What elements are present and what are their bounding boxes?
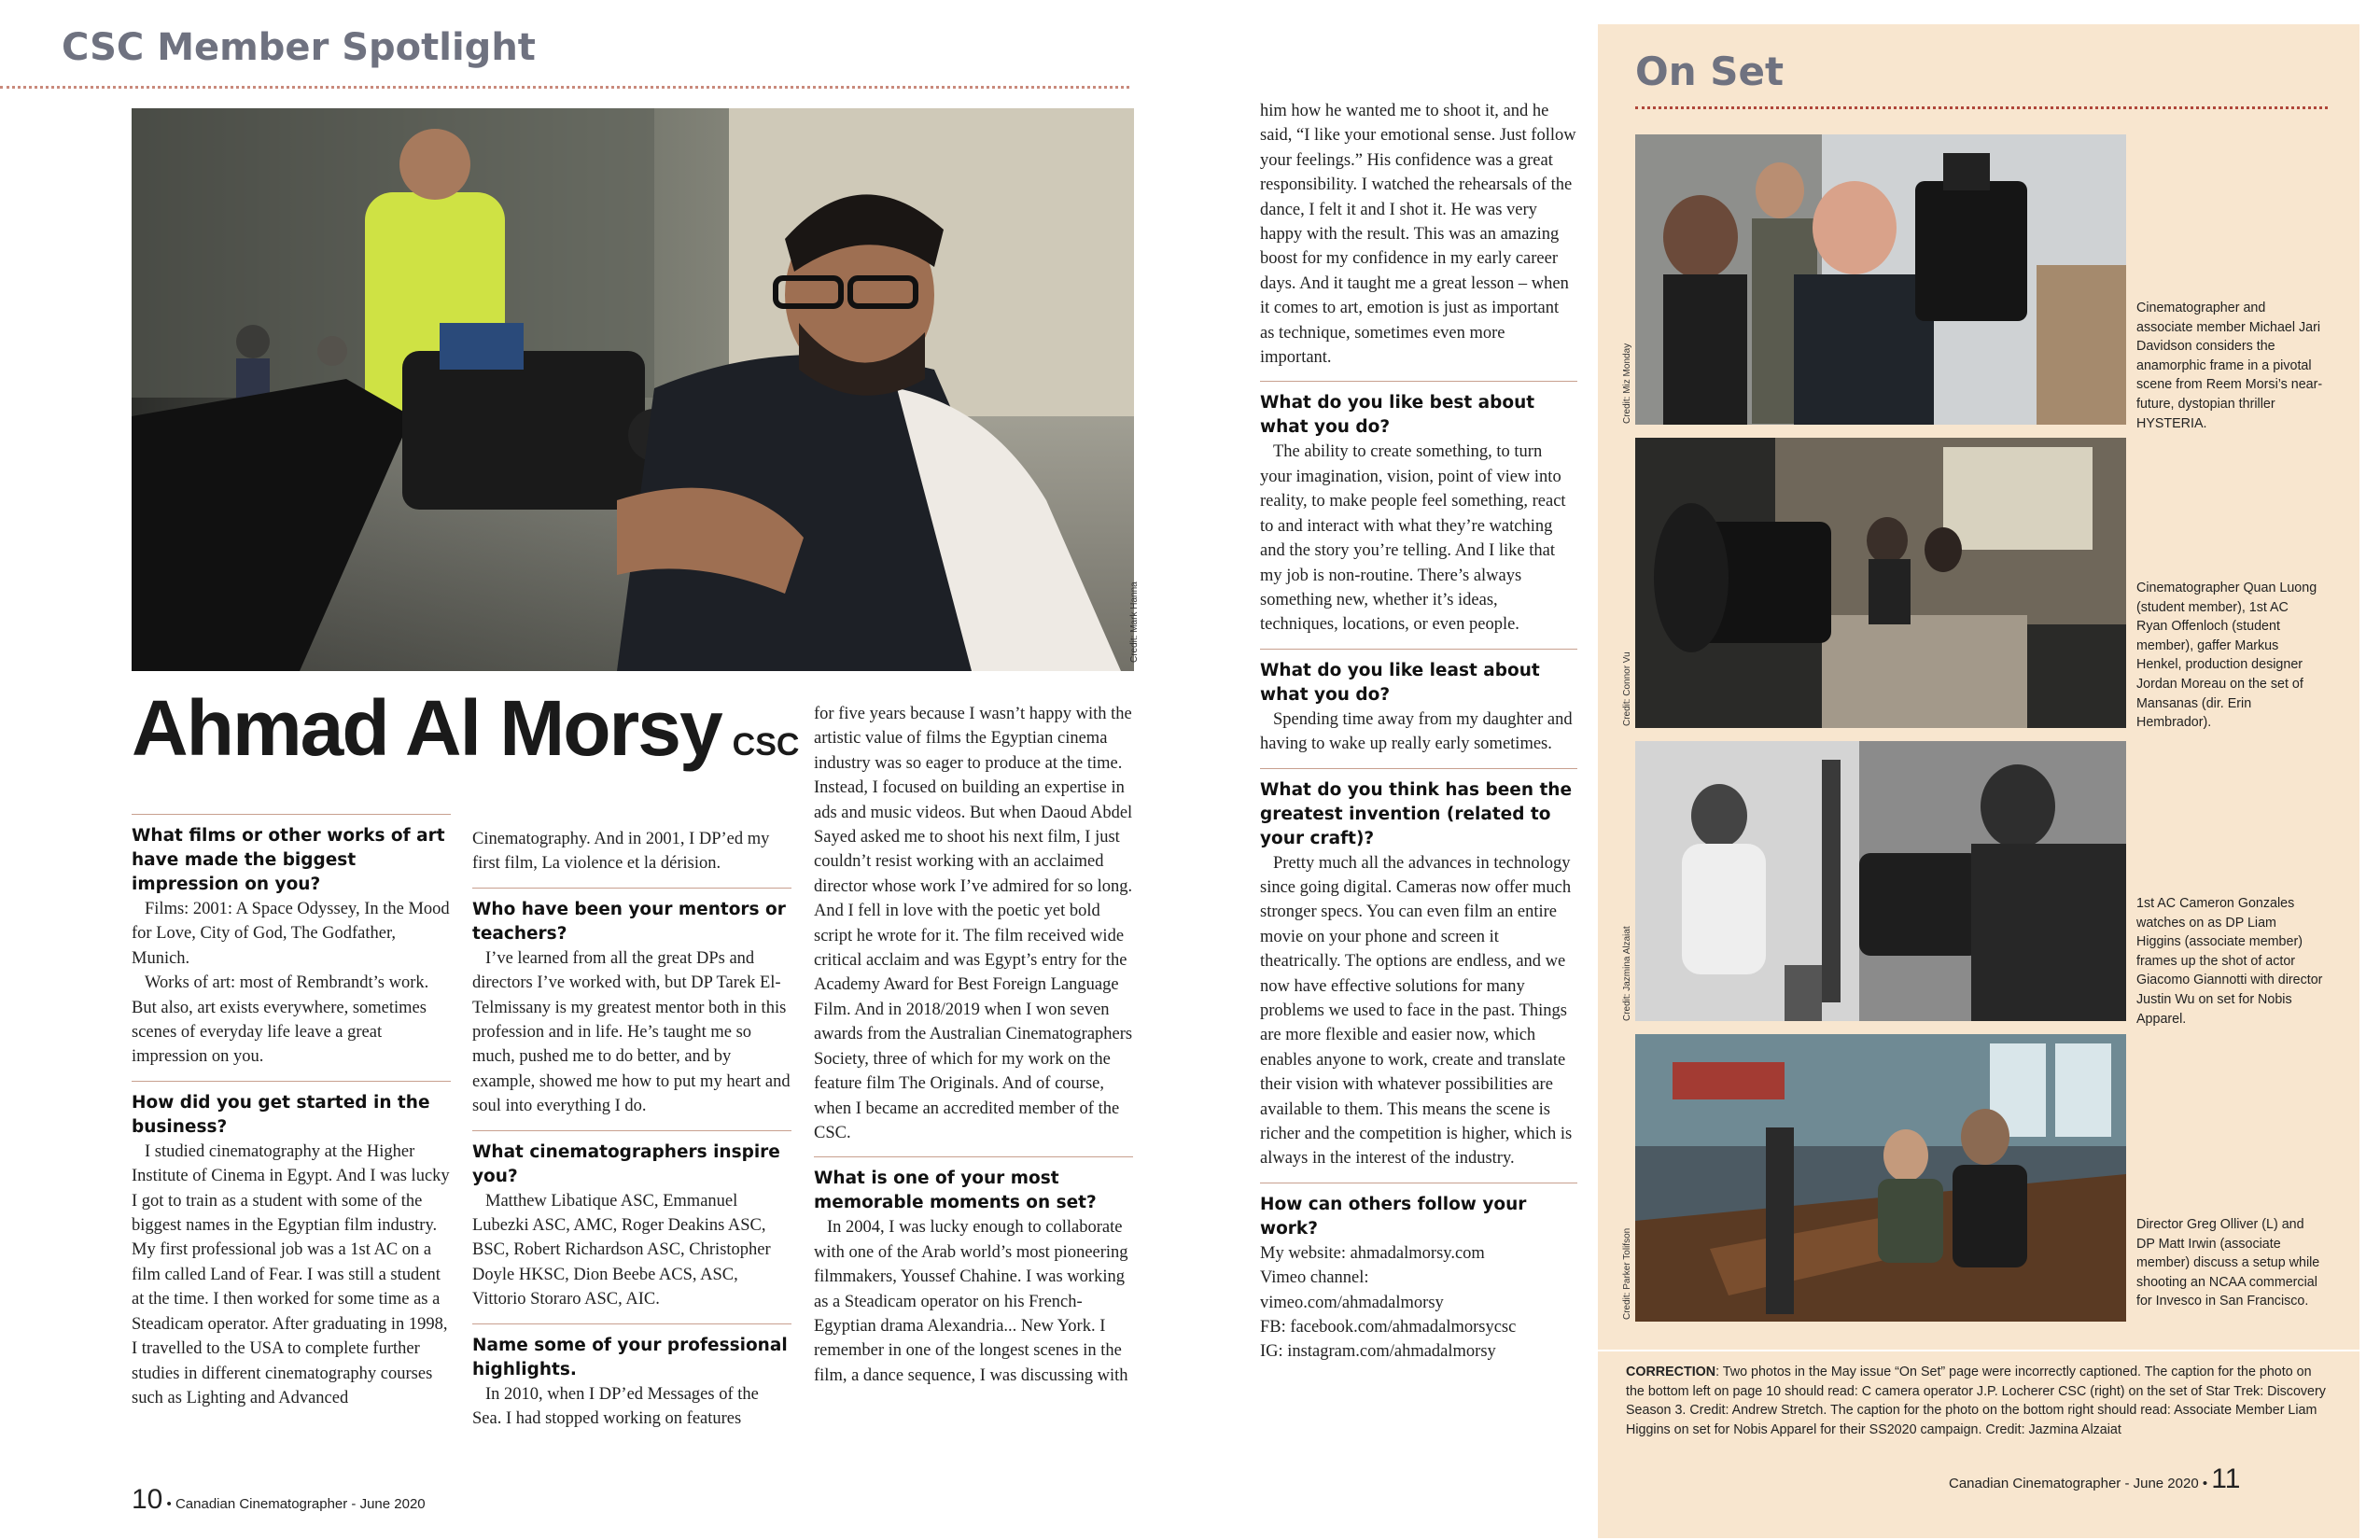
footer-text: Canadian Cinematographer - June 2020 • [1949, 1476, 2208, 1491]
question-rule [472, 1323, 791, 1324]
question-rule [1260, 381, 1577, 382]
section-divider [0, 86, 1129, 89]
on-set-photo-1 [1635, 134, 2126, 425]
photo-credit: Credit: Miz Monday [1622, 343, 1632, 424]
answer: for five years because I wasn’t happy with the artistic value of films the Egyptian cinema industry was so eager to produce at the time. Instead, I focused on building an expertise in ads and music videos. But when Daoud Abdel Sayed asked me to shoot his next film, I just couldn’t resist working with an acclaimed director whose work I’ve admired for so long. And I fell in love with the poetic yet bold script he wrote for it. The film received wide critical acclaim and was Egypt’s entry for the Academy Award for Best Foreign Language Film. And in 2018/2019 when I won seven awards from the Australian Cinematographers Society, three of which for my work on the feature film The Originals. And of course, when I became an accredited member of the CSC. [814, 705, 1133, 1142]
page-number: 10 [132, 1484, 163, 1515]
answer: I’ve learned from all the great DPs and directors I’ve worked with, but DP Tarek El-Telmissany is my greatest mentor both in this profession and in life. He’s taught me so much, pushed me to do better, and by example, showed me how to put my heart and soul into everything I do. [472, 948, 791, 1116]
correction-text: : Two photos in the May issue “On Set” page were incorrectly captioned. The caption for the photo on the bottom left on page 10 should read: C camera operator J.P. Locherer CSC (right) on the set of Star Trek: Discovery Season 3. Credit: Andrew Stretch. The caption for the photo on the bottom right should read: Associate Member Liam Higgins on set for Nobis Apparel for their SS2020 campaign. Credit: Jazmina Alzaiat [1626, 1365, 2326, 1437]
answer: I studied cinematography at the Higher Institute of Cinema in Egypt. And I was lucky I got to train as a student with some of the biggest names in the Egyptian film industry. My first professional job was a 1st AC on a film called Land of Fear. I was still a student at the time. I then worked for some time as a Steadicam operator. After graduating in 1998, I travelled to the USA to complete further studies in different cinematography courses such as Lighting and Advanced [132, 1141, 450, 1407]
question: What is one of your most memorable moments on set? [814, 1169, 1097, 1213]
question-rule [472, 888, 791, 889]
question: Who have been your mentors or teachers? [472, 899, 786, 944]
page-footer-right [1949, 1463, 2240, 1495]
photo-credit: Credit: Jazmina Alzaiat [1622, 926, 1632, 1021]
answer: Pretty much all the advances in technology since going digital. Cameras now offer much stronger specs. You can even film an entire movie on your phone and screen it theatrically. The options are endless, and we now have effective solutions for many problems we used to face in the past. Things are more flexible and easier now, which enables anyone to work, create and translate their vision with whatever possibilities are available to them. This means the scene is richer and the competition is higher, which is always in the interest of the industry. [1260, 853, 1573, 1169]
on-set-photo-4 [1635, 1034, 2126, 1322]
question-rule [472, 1130, 791, 1131]
photo-credit: Credit: Parker Tolifson [1622, 1227, 1632, 1320]
on-set-photo-3 [1635, 741, 2126, 1021]
name-suffix: CSC [732, 727, 800, 763]
website-link[interactable]: My website: ahmadalmorsy.com [1260, 1243, 1485, 1263]
correction-note [1626, 1363, 2326, 1439]
on-set-divider [1635, 106, 2328, 109]
photo-credit: Credit: Connor Vu [1622, 651, 1632, 726]
instagram-link[interactable]: IG: instagram.com/ahmadalmorsy [1260, 1342, 1496, 1362]
on-set-photo-2 [1635, 438, 2126, 728]
headline [132, 683, 799, 774]
question: What cinematographers inspire you? [472, 1141, 780, 1186]
footer-text: • Canadian Cinematographer - June 2020 [166, 1496, 426, 1512]
vimeo-label: Vimeo channel: [1260, 1268, 1369, 1288]
correction-divider [1598, 1350, 2359, 1351]
answer: Cinematography. And in 2001, I DP’ed my first film, La violence et la dérision. [472, 830, 770, 874]
vimeo-link[interactable]: vimeo.com/ahmadalmorsy [1260, 1293, 1444, 1312]
facebook-link[interactable]: FB: facebook.com/ahmadalmorsycsc [1260, 1318, 1517, 1337]
column-2 [472, 827, 791, 1432]
answer: In 2010, when I DP’ed Messages of the Sea. I had stopped working on features [472, 1384, 759, 1429]
answer: Spending time away from my daughter and having to wake up really early sometimes. [1260, 709, 1573, 754]
question-rule [132, 1081, 451, 1082]
photo-caption: 1st AC Cameron Gonzales watches on as DP Liam Higgins (associate member) frames up the shot of actor Giacomo Giannotti with director Justin Wu on set for Nobis Apparel. [2136, 896, 2323, 1027]
column-3 [814, 702, 1133, 1388]
question: How can others follow your work? [1260, 1194, 1527, 1239]
answer: him how he wanted me to shoot it, and he said, “I like your emotional sense. Just follow your feelings.” His confidence was a great responsibility. I watched the rehearsals of the dance, I felt it and I shot it. He was very happy with the result. This was an amazing boost for my confidence in my early career days. And it taught me a great lesson – when it comes to art, emotion is just as important as technique, sometimes even more important. [1260, 102, 1576, 368]
question: What films or other works of art have made the biggest impression on you? [132, 826, 445, 894]
question: What do you think has been the greatest invention (related to your craft)? [1260, 779, 1573, 848]
question: Name some of your professional highlights. [472, 1335, 788, 1379]
question: What do you like best about what you do? [1260, 393, 1535, 438]
person-name: Ahmad Al Morsy [132, 684, 721, 772]
photo-credit: Credit: Mark Hanna [1129, 581, 1140, 663]
photo-caption: Cinematographer Quan Luong (student member), 1st AC Ryan Offenloch (student member), gaffer Markus Henkel, production designer Jordan Moreau on the set of Mansanas (dir. Erin Hembrador). [2136, 581, 2317, 731]
question-rule [814, 1156, 1133, 1157]
answer: Works of art: most of Rembrandt’s work. But also, art exists everywhere, sometimes scenes of everyday life leave a great impression on you. [132, 973, 429, 1067]
question: How did you get started in the business? [132, 1092, 430, 1137]
page-footer-left [132, 1484, 426, 1516]
answer: Matthew Libatique ASC, Emmanuel Lubezki ASC, AMC, Roger Deakins ASC, BSC, Robert Richardson ASC, Christopher Doyle HKSC, Dion Beebe ACS, ASC, Vittorio Storaro ASC, AIC. [472, 1191, 771, 1309]
photo-caption: Director Greg Olliver (L) and DP Matt Irwin (associate member) discuss a setup while shooting an NCAA commercial for Invesco in San Francisco. [2136, 1217, 2320, 1309]
question-rule [1260, 768, 1577, 769]
answer: The ability to create something, to turn your imagination, vision, point of view into reality, to make people feel something, react to and interact with what they’re watching and the story you’re telling. And I like that my job is non-routine. There’s always something new, whether it’s ideas, techniques, locations, or even people. [1260, 442, 1566, 635]
page-number: 11 [2211, 1463, 2241, 1494]
answer: Films: 2001: A Space Odyssey, In the Mood for Love, City of God, The Godfather, Munich. [132, 900, 450, 968]
column-4 [1260, 99, 1577, 1365]
portrait-photo [132, 108, 1134, 671]
question: What do you like least about what you do? [1260, 660, 1540, 705]
correction-label: CORRECTION [1626, 1365, 1716, 1379]
answer: In 2004, I was lucky enough to collaborate with one of the Arab world’s most pioneering filmmakers, Youssef Chahine. I was working as a Steadicam operator on his French-Egyptian drama Alexandria... New York. I remember in one of the longest scenes in the film, a dance sequence, I was discussing with [814, 1218, 1128, 1385]
column-1 [132, 814, 451, 1410]
section-title: CSC Member Spotlight [62, 26, 536, 69]
photo-caption: Cinematographer and associate member Michael Jari Davidson considers the anamorphic frame in a pivotal scene from Reem Morsi’s near-future, dystopian thriller HYSTERIA. [2136, 301, 2323, 431]
question-rule [132, 814, 451, 815]
question-rule [1260, 649, 1577, 650]
on-set-title: On Set [1635, 49, 1785, 94]
